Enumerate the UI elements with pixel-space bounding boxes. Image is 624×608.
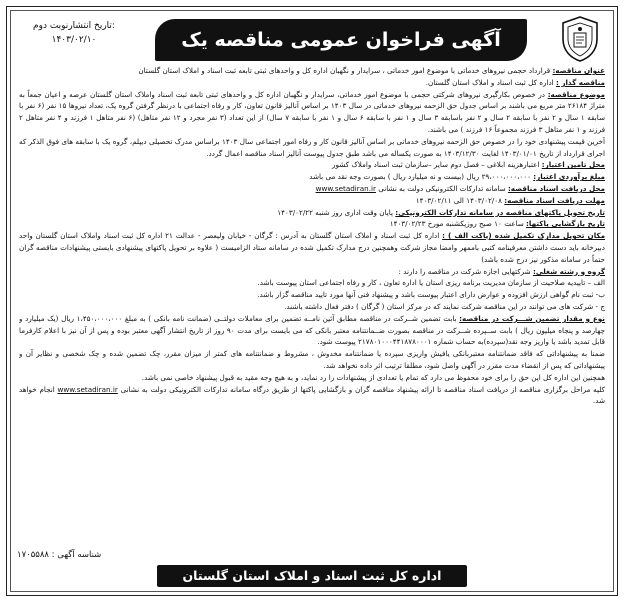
condition-b: ب- ثبت نام گواهی ارزش افزوده و عوارض دارای اعتبار پیوست باشد و پیشنهاد فنی آنها مورد تایید مناقصه گزار باشد.	[257, 290, 605, 300]
notice-title: آگهی فراخوان عمومی مناقصه یک مرحله ای	[155, 19, 527, 61]
deadline-label: تاریخ تحویل پاکتهای مناقصه در سامانه تدارکات الکترونیکی:	[395, 207, 605, 217]
deadline-text: پایان وقت اداری روز شنبه ۱۴۰۳/۰۲/۲۲	[277, 207, 393, 217]
delivery-text: اداره کل ثبت اسناد و املاک استان گلستان به آدرس : گرگان - خیابان ولیعصر - عدالت ۲۱ اداره کل ثبت اسناد واملاک استان گلستان واحد دبیرخانه باید دست داشتن معرفینامه کتبی باممهر وامضا مجاز شرکت وهمچنین درج مدارک تکمیل شده در سامانه ستاد الزامیست ( علاوه بر تحویل پاکتهای پیشنهادی بایستی پیشنهادات مناقصه گران حتماً در سامانه مذکور نیز درج شده باشد)	[19, 231, 605, 264]
condition-a: الف – تاییدیه صلاحیت از سازمان مدیریت برنامه ریزی استان یا اداره تعاون ، کار و رفاه اجتماعی استان پیوست باشد.	[257, 278, 605, 288]
subject-label: عنوان مناقصه:	[552, 66, 605, 75]
publish-date-value: ۱۴۰۳/۰۲/۱۰	[51, 35, 97, 45]
setadiran-link-2[interactable]: www.setadiran.ir	[57, 384, 118, 394]
opening-text: ساعت ۱۰ صبح روزیکشنبه مورخ ۱۴۰۳/۰۲/۲۳	[389, 219, 524, 229]
docs-time-text: ۱۴۰۳/۰۲/۰۸ الی ۱۴۰۳/۰۲/۱۱	[415, 195, 502, 205]
opening-label: تاریخ بازگشایی پاکتها:	[526, 219, 605, 229]
guarantee-row	[19, 313, 605, 348]
publish-date-block	[15, 19, 133, 47]
subject-text: قرارداد حجمی نیروهای خدماتی با موضوع امور خدماتی ، سرایدار و نگهبان اداره کل و واحدهای ثبتی تابعه ثبت اسناد و املاک استان گلستان	[138, 66, 551, 75]
guarantee-text: بابت تضمین شــرکت در مناقصه مطابق آئین نامــه تضمین برای معاملات دولتــی (ضمانت نامه بانکی ) به مبلغ ۱،۴۵۰،۰۰۰،۰۰۰ ریال (یک میلیارد و چهارصد و پنجاه میلیون ریال ) بابت ســپرده شــرکت در مناقصه بصورت ضــمانتنامه معتبر بانکی که می بایست برای مدت ۹۰ روز از تاریخ انتشار آگهی معتبر بوده و پس از آن نیز با اعلام کارفرما قابل تمدید باشد یا واریز وجه نقد(سپرده)به حساب شماره ۲۱۷۸۰۱۰۰۰۴۴۱۸۷۸۰۰۰۱ پیوست شود.	[19, 313, 605, 347]
delivery-row	[19, 230, 605, 265]
conditions-text: شرکتهایی اجازه شرکت در مناقصه را دارند :	[398, 266, 531, 276]
conditions-label: گروه و رشته شغلی:	[532, 266, 605, 276]
employer-row	[19, 77, 605, 89]
deadline-row	[19, 207, 605, 219]
topic-row	[19, 89, 605, 136]
organization-name: اداره کل ثبت اسناد و املاک استان گلستان	[157, 565, 467, 587]
guarantee-label: نوع و مقدار تضمین شـــرکت در مناقصه:	[459, 313, 605, 323]
topic-text: در خصوص بکارگیری نیروهای شرکتی حجمی با موضوع امور خدماتی، سرایدار و نگهبان اداره کل و واحدهای ثبتی تابعه ثبت اسناد واملاک استان گلستان عرصه و اعیان جمعاً به متراژ ۲۶۱۸۴ متر مربع می باشند بر اساس جدول حق الزحمه نیروهای خدماتی در سال ۱۴۰۳ بر اساس آنالیز قانون تعاون، کار و رفاه اجتماعی با درنظر گرفتن گروه یک، تعداد نیروها ۱۵ نفر (۶ نفر با سابقه ۱ سال و ۲ نفر با سابقه ۲ سال و ۲ نفر باسابقه ۳ سال و ۱ نفر با سابقه ۶ سال و ۱ نفر با سابقه ۷ سال) از این تعداد (۳ نفر مجرد و ۱۲ نفر متاهل) (۶ نفر متاهل ۱ فرزند و ۴ نفر متاهل ۲ فرزند و ۱ نفر متاهل ۳ فرزند مجموعاً ۱۶ فرزند ) می باشند.	[19, 89, 605, 134]
estimate-label: مبلغ برآوردی اعتبار:	[533, 172, 605, 182]
docs-place-text: سامانه تدارکات الکترونیکی دولت به نشانی	[378, 183, 506, 193]
notice-page	[6, 6, 618, 596]
notice-id	[17, 550, 101, 560]
topic-label: موضوع مناقصه:	[547, 89, 605, 99]
note-3	[19, 384, 605, 408]
funding-row	[19, 159, 605, 171]
note-1: ضمنا به پیشنهاداتی که فاقد ضمانتنامه معتبربانکی یافیش واریزی سپرده یا ضمانتنامه مخدوش ، مشروط و ضمانتنامه های کمتر از میزان مقرر، چک تضمین شده و چک شخصی و نظایر آن و پیشنهاداتی که پس از انقضاء مدت مقرر در آگهی واصل شود، مطلقا ترتیب اثر داده نخواهد شد.	[19, 349, 605, 370]
setadiran-link[interactable]: www.setadiran.ir	[315, 183, 376, 193]
price-text: آخرین قیمت پیشنهادی خود را در خصوص حق الزحمه نیروهای خدماتی بر اساس آنالیز قانون کار و رفاه امور اجتماعی سال ۱۴۰۳ براساس مدرک تحصیلی دیپلم، گروه یک با سابقه های فوق الذکر که اجرای قرارداد از تاریخ ۱۴۰۳/۰۱/۰۱ لغایت ۱۴۰۳/۱۲/۳۰ به صورت یکساله می باشد طبق جدول پیوست آنالیز اسناد مناقصه اعمال گردد.	[19, 136, 605, 158]
price-row	[19, 136, 605, 160]
employer-text: اداره کل ثبت اسناد و املاک استان گلستان.	[425, 77, 554, 87]
funding-label: محل تامین اعتبار:	[541, 160, 605, 170]
employer-label: مناقصه گذار :	[555, 77, 605, 87]
delivery-label: مکان تحویل مدارک تکمیل شده (پاکت الف ) :	[442, 231, 605, 241]
estimate-text: ۲۹،۰۰۰،۰۰۰،۰۰۰ ریال (بیست و نه میلیارد ریال ) بصورت وجه نقد می باشد	[309, 172, 531, 182]
condition-c: ج - شرکت های می توانند در این مناقصه شرکت نمایند که در مرکز استان ( گرگان ) دفتر فعال داشته باشند.	[284, 301, 605, 311]
funding-text: اعتبارهزینه ابلاغی – فصل دوم سایر –سازمان ثبت اسناد واملاک کشور	[332, 160, 540, 170]
notice-id-value: ۱۷۰۵۵۸۸	[17, 550, 49, 560]
note-3-text: کلیه مراحل برگزاری مناقصه از دریافت اسناد مناقصه تا ارائه پیشنهاد مناقصه گران و بازگشایی پاکتها از طریق درگاه سامانه تدارکات الکترونیکی دولت به نشانی	[120, 384, 605, 394]
note-2: همچنین این اداره کل این حق را برای خود محفوظ می دارد که تمام یا تعدادی از پیشنهادات را رد نماید، و به هیچ وجه مقید به قبول پیشنهاد خاصی نمی باشد.	[141, 372, 605, 382]
opening-row	[19, 218, 605, 230]
conditions-row	[19, 266, 605, 278]
docs-place-label: محل دریافت اسناد مناقصه:	[507, 183, 605, 193]
note-3-tail: انجام خواهد شد.	[19, 384, 605, 406]
publish-date-label: تاریخ انتشارنوبت دوم:	[33, 21, 115, 31]
docs-time-row	[19, 195, 605, 207]
registration-organization-logo-icon	[557, 15, 603, 63]
subject-row	[19, 65, 605, 77]
notice-id-label: شناسه آگهی :	[51, 550, 102, 560]
docs-time-label: مهلت دریافت اسناد مناقصه:	[504, 195, 605, 205]
estimate-row	[19, 171, 605, 183]
docs-place-row	[19, 183, 605, 195]
notice-body	[19, 65, 605, 553]
